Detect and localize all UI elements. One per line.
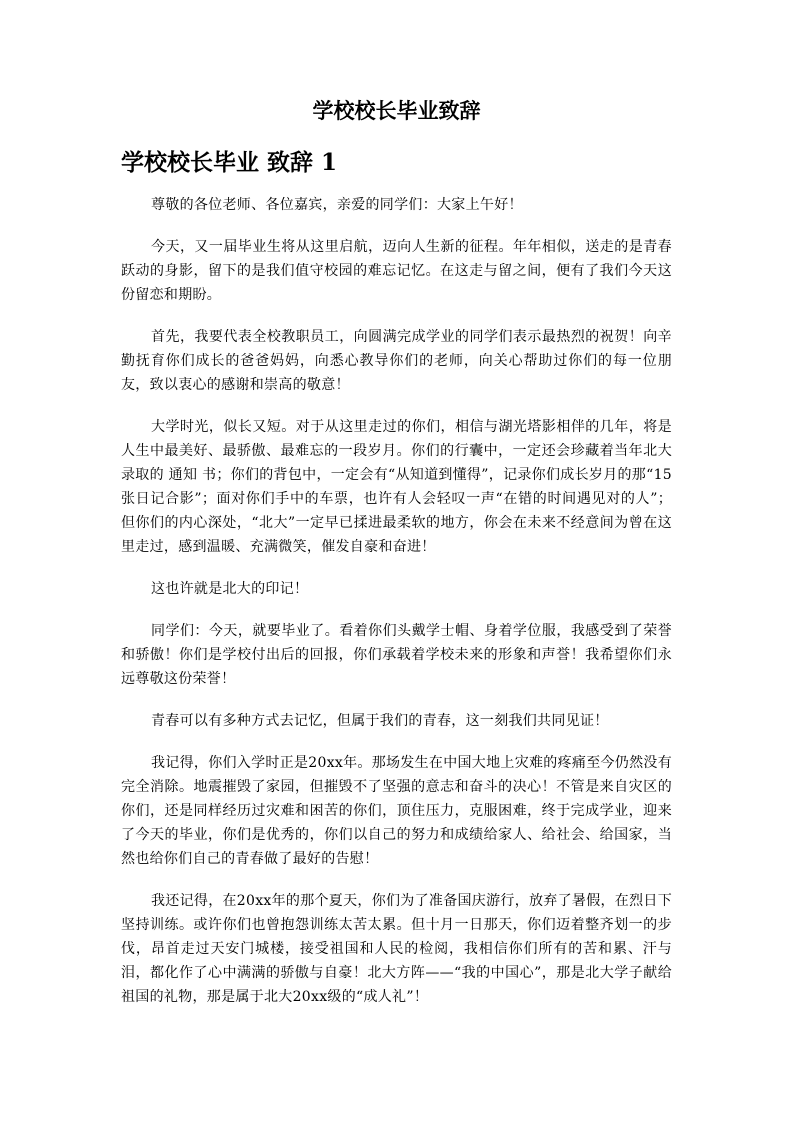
- paragraph: 首先，我要代表全校教职员工，向圆满完成学业的同学们表示最热烈的祝贺！向辛勤抚育你们成长的爸爸妈妈，向悉心教导你们的老师，向关心帮助过你们的每一位朋友，致以衷心的感谢和崇高的敬意！: [121, 329, 672, 393]
- paragraph: 大学时光，似长又短。对于从这里走过的你们，相信与湖光塔影相伴的几年，将是人生中最美好、最骄傲、最难忘的一段岁月。你们的行囊中，一定还会珍藏着当年北大录取的 通知 书；你们的背包中，一定会有“从知道到懂得”，记录你们成长岁月的那“15张日记合影”；面对你们手中的车票，也许有人会轻叹一声“在错的时间遇见对的人”；但你们的内心深处，“北大”一定早已揉进最柔软的地方，你会在未来不经意间为曾在这里走过，感到温暖、充满微笑，催发自豪和奋进！: [121, 419, 672, 555]
- paragraph: 这也许就是北大的印记！: [151, 581, 309, 597]
- paragraph: 我记得，你们入学时正是20xx年。那场发生在中国大地上灾难的疼痛至今仍然没有完全消除。地震摧毁了家园，但摧毁不了坚强的意志和奋斗的决心！不管是来自灾区的你们，还是同样经历过灾难和困苦的你们，顶住压力，克服困难，终于完成学业，迎来了今天的毕业，你们是优秀的，你们以自己的努力和成绩给家人、给社会、给国家，当然也给你们自己的青春做了最好的告慰！: [121, 755, 673, 867]
- paragraph: 今天，又一届毕业生将从这里启航，迈向人生新的征程。年年相似，送走的是青春跃动的身影，留下的是我们值守校园的难忘记忆。在这走与留之间，便有了我们今天这份留恋和期盼。: [121, 239, 672, 303]
- document-body: [121, 193, 672, 1027]
- paragraph: 我还记得，在20xx年的那个夏天，你们为了准备国庆游行，放弃了暑假，在烈日下坚持训练。或许你们也曾抱怨训练太苦太累。但十月一日那天，你们迈着整齐划一的步伐，昂首走过天安门城楼，接受祖国和人民的检阅，我相信你们所有的苦和累、汗与泪，都化作了心中满满的骄傲与自豪！北大方阵——“我的中国心”，那是北大学子献给祖国的礼物，那是属于北大20xx级的“成人礼”！: [121, 893, 673, 1005]
- paragraph: 同学们：今天，就要毕业了。看着你们头戴学士帽、身着学位服，我感受到了荣誉和骄傲！你们是学校付出后的回报，你们承载着学校未来的形象和声誉！我希望你们永远尊敬这份荣誉！: [121, 623, 672, 687]
- paragraph-greeting: 尊敬的各位老师、各位嘉宾，亲爱的同学们：大家上午好！: [151, 197, 523, 213]
- paragraph: 青春可以有多种方式去记忆，但属于我们的青春，这一刻我们共同见证！: [151, 713, 609, 729]
- section-heading: 学校校长毕业 致辞 1: [121, 149, 338, 176]
- document-title: 学校校长毕业致辞: [312, 98, 481, 123]
